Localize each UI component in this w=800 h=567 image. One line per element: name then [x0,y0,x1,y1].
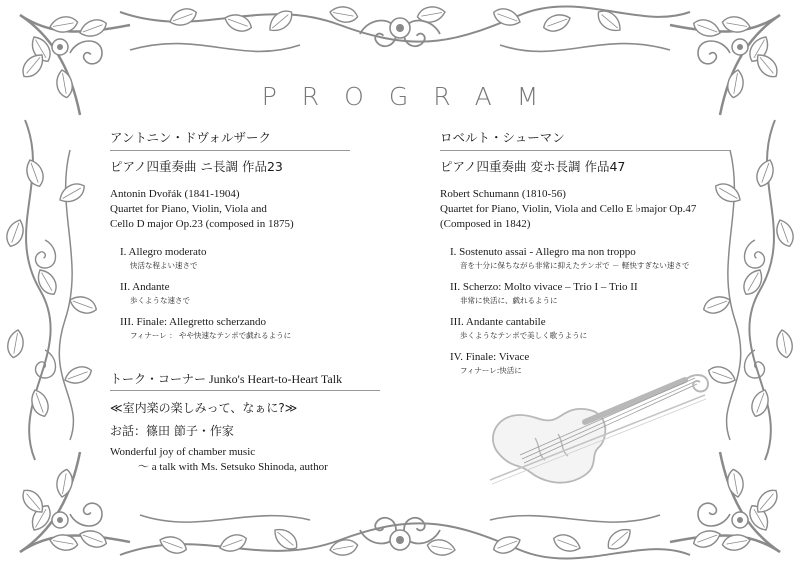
movement-item [450,246,730,271]
work-title-en-line1: Quartet for Piano, Violin, Viola and Cello E ♭major Op.47 [440,203,697,215]
movement-note: フィナーレ ： やや快速なテンポで戯れるように [130,331,292,340]
work-title-en-line1: Quartet for Piano, Violin, Viola and [110,203,267,215]
composer-name-jp: ロベルト・シューマン [440,128,730,151]
talk-heading-en: Junko's Heart-to-Heart Talk [209,372,343,386]
talk-description-en [110,445,380,475]
movement-list [450,246,730,376]
movement-note: 歩くようなテンポで美しく歌うように [460,331,588,340]
talk-heading [110,370,380,391]
movement-note: 音を十分に保ちながら非常に抑えたテンポで － 軽快すぎない速さで [460,261,690,270]
movement-title: I. Allegro moderato [120,246,207,258]
work-title-jp: ピアノ四重奏曲 変ホ長調 作品47 [440,159,626,174]
composer-name-jp: アントニン・ドヴォルザーク [110,128,350,151]
composer-name-en: Robert Schumann (1810-56) [440,188,566,200]
schumann-section [440,128,730,386]
movement-note: フィナーレ:快活に [460,366,522,375]
talk-speaker-jp: お話：篠田 節子・作家 [110,424,234,438]
composer-name-en: Antonin Dvořák (1841-1904) [110,188,240,200]
violin-icon [480,360,720,490]
movement-item [120,316,350,341]
movement-title: II. Andante [120,281,170,293]
movement-title: I. Sostenuto assai - Allegro ma non troppo [450,246,636,258]
movement-title: III. Finale: Allegretto scherzando [120,316,267,328]
movement-item [450,281,730,306]
work-description-en [110,187,350,232]
movement-item [450,316,730,341]
movement-title: II. Scherzo: Molto vivace – Trio I – Trio II [450,281,638,293]
dvorak-section [110,128,350,351]
talk-heading-jp: トーク・コーナー [110,372,207,386]
work-title-jp: ピアノ四重奏曲 ニ長調 作品23 [110,159,283,174]
talk-en-line2: ～ a talk with Ms. Setsuko Shinoda, author [138,461,328,473]
page-title: PROGRAM [261,82,564,111]
movement-title: IV. Finale: Vivace [450,351,530,363]
movement-note: 非常に快活に、戯れるように [460,296,558,305]
movement-item [120,246,350,271]
talk-corner-section [110,370,380,475]
movement-item [120,281,350,306]
movement-title: III. Andante cantabile [450,316,546,328]
movement-note: 歩くような速さで [130,296,190,305]
movement-list [120,246,350,341]
work-title-en-line2: (Composed in 1842) [440,218,531,230]
movement-note: 快活な程よい速さで [130,261,198,270]
work-title-en-line2: Cello D major Op.23 (composed in 1875) [110,218,294,230]
work-description-en [440,187,730,232]
talk-title-jp: ≪室内楽の楽しみって、なぁに?≫ [110,401,298,415]
talk-en-line1: Wonderful joy of chamber music [110,446,256,458]
